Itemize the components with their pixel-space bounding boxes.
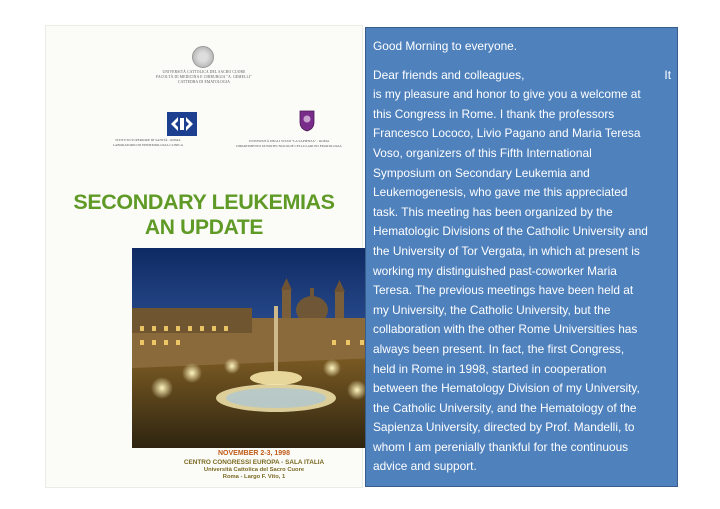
speech-line: working my distinguished past-coworker Maria	[373, 263, 617, 278]
speech-line: Symposium on Secondary Leukemia and	[373, 165, 590, 180]
institute-right	[214, 139, 364, 149]
university-header	[46, 70, 362, 86]
cover-subtitle: AN UPDATE	[144, 216, 264, 239]
piazza-night-photo	[132, 248, 376, 448]
speech-line: always been present. In fact, the first Congress,	[373, 341, 625, 356]
speech-line: collaboration with the other Rome Universities has	[373, 322, 638, 337]
greeting: Good Morning to everyone.	[373, 39, 518, 53]
brochure-cover	[46, 26, 362, 487]
speech-line: Teresa. The previous meetings have been held at	[373, 283, 634, 298]
salutation-line	[373, 66, 671, 86]
venue-university: Università Cattolica del Sacro Cuore	[203, 467, 305, 473]
speech-line: between the Hematology Division of my University,	[373, 381, 640, 396]
speech-line: Sapienza University, directed by Prof. Mandelli, to	[373, 420, 635, 435]
sapienza-crest-icon	[298, 110, 316, 132]
institute-line: LABORATORIO DI EPIDEMIOLOGIA CLINICA	[112, 143, 184, 147]
venue-name: CENTRO CONGRESSI EUROPA - SALA ITALIA	[183, 459, 325, 466]
speech-line: the University of Tor Vergata, in which at present is	[373, 243, 640, 258]
speech-line: task. This meeting has been organized by the	[373, 204, 613, 219]
speech-line: Voso, organizers of this Fifth International	[373, 145, 592, 160]
cover-title: SECONDARY LEUKEMIAS	[73, 190, 335, 214]
event-dates: NOVEMBER 2-3, 1998	[218, 450, 290, 457]
speech-line: my University, the Catholic University, but the	[373, 302, 611, 317]
speech-line: advice and support.	[373, 459, 477, 474]
venue-address: Roma - Largo F. Vito, 1	[222, 474, 286, 481]
institute-line: UNIVERSITÀ DEGLI STUDI "LA SAPIENZA" - ROMA	[248, 139, 330, 143]
university-line: UNIVERSITÀ CATTOLICA DEL SACRO CUORE	[162, 70, 246, 74]
venue-info	[132, 449, 376, 482]
speech-line: is my pleasure and honor to give you a welcome at	[373, 87, 641, 102]
institute-left	[88, 138, 208, 148]
institute-line: DIPARTIMENTO DI BIOTECNOLOGIE CELLULARI ED EMATOLOGIA	[236, 144, 342, 148]
salutation: Dear friends and colleagues,	[373, 67, 525, 82]
university-line: CATTEDRA DI EMATOLOGIA	[177, 80, 231, 85]
speech-line: Hematologic Divisions of the Catholic University and	[373, 224, 648, 239]
institute-line: ISTITUTO SUPERIORE DI SANITÀ - ROMA	[115, 138, 181, 142]
speech-line: Leukemogenesis, who gave me this appreciated	[373, 185, 628, 200]
welcome-speech-panel	[365, 27, 678, 487]
speech-line: this Congress in Rome. I thank the professors	[373, 106, 615, 121]
salutation-tail: It	[664, 67, 671, 82]
iss-logo-icon	[167, 112, 197, 136]
university-seal-icon	[192, 46, 214, 68]
speech-line: Francesco Lococo, Livio Pagano and Maria Teresa	[373, 126, 641, 141]
speech-line: the Catholic University, and the Hematology of the	[373, 400, 637, 415]
speech-line: held in Rome in 1998, started in cooperation	[373, 361, 607, 376]
university-line: FACOLTÀ DI MEDICINA E CHIRURGIA "A. GEMELLI"	[156, 75, 252, 80]
speech-line: whom I am perenially thankful for the continuous	[373, 439, 629, 454]
